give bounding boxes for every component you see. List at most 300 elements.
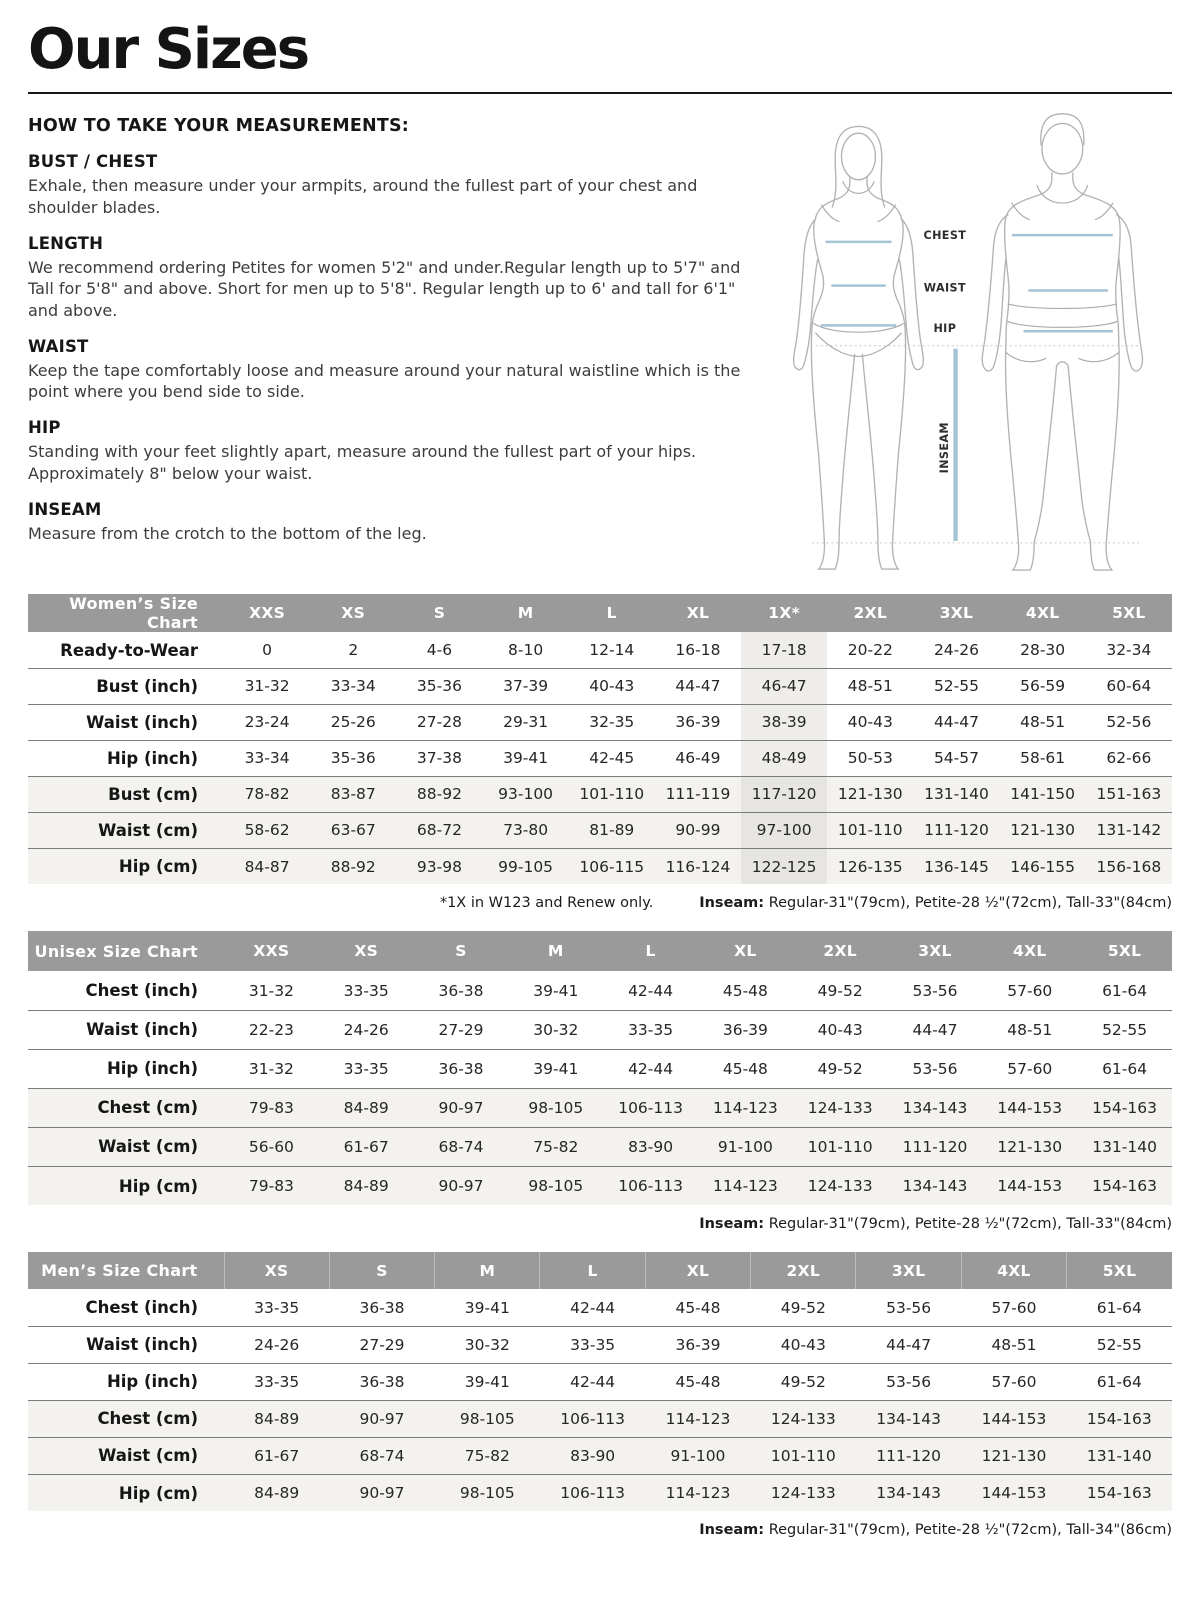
value-cell: 91-100 (717, 1137, 773, 1156)
section-body-hip: Standing with your feet slightly apart, measure around the fullest part of your hips. Approximately 8" below your waist. (28, 442, 697, 483)
value-cell: 12-14 (589, 641, 635, 660)
value-cell: 0 (262, 641, 273, 660)
value-cell: 27-29 (359, 1335, 405, 1354)
value-cell: 81-89 (589, 821, 635, 840)
value-cell: 88-92 (330, 857, 376, 876)
value-cell: 40-43 (817, 1020, 863, 1039)
table-row-waist-inch (28, 1010, 1172, 1049)
unisex-size-table (28, 931, 1172, 1205)
value-cell: 101-110 (579, 785, 645, 804)
column-header-xs: XS (319, 931, 414, 971)
inseam-note (699, 1216, 1172, 1232)
value-cell: 45-48 (722, 1059, 768, 1078)
table-row-waist-cm (28, 812, 1172, 848)
value-cell: 33-35 (343, 981, 389, 1000)
value-cell: 106-115 (579, 857, 645, 876)
column-header-l: L (540, 1252, 645, 1289)
table-row-chest-inch (28, 971, 1172, 1010)
value-cell: 49-52 (780, 1372, 826, 1391)
value-cell: 39-41 (533, 981, 579, 1000)
value-cell: 52-55 (1102, 1020, 1148, 1039)
column-header-s: S (414, 931, 509, 971)
value-cell: 39-41 (464, 1372, 510, 1391)
value-cell: 42-44 (570, 1298, 616, 1317)
value-cell: 39-41 (464, 1298, 510, 1317)
row-label: Hip (cm) (118, 1483, 198, 1503)
men-table-title: Men’s Size Chart (28, 1252, 224, 1289)
value-cell: 106-113 (618, 1177, 683, 1196)
value-cell: 28-30 (1020, 641, 1066, 660)
value-cell: 131-140 (1086, 1446, 1152, 1465)
value-cell: 93-98 (416, 857, 462, 876)
row-label: Chest (inch) (85, 981, 198, 1001)
value-cell: 154-163 (1092, 1098, 1157, 1117)
value-cell: 8-10 (508, 641, 544, 660)
value-cell: 84-89 (343, 1098, 389, 1117)
value-cell: 39-41 (533, 1059, 579, 1078)
value-cell: 61-64 (1096, 1298, 1142, 1317)
value-cell: 83-90 (570, 1446, 616, 1465)
column-header-5xl: 5XL (1077, 931, 1172, 971)
value-cell: 111-120 (924, 821, 989, 840)
value-cell: 37-38 (416, 749, 462, 768)
value-cell: 57-60 (991, 1298, 1037, 1317)
value-cell: 88-92 (416, 785, 462, 804)
table-row-waist-inch (28, 1326, 1172, 1363)
value-cell: 62-66 (1106, 749, 1152, 768)
value-cell: 124-133 (807, 1177, 873, 1196)
row-label: Hip (cm) (118, 857, 198, 877)
table-row-chest-cm (28, 1400, 1172, 1437)
column-header-xl: XL (655, 594, 741, 632)
value-cell: 44-47 (886, 1335, 932, 1354)
column-header-s: S (396, 594, 482, 632)
footnote-1x: *1X in W123 and Renew only. (439, 895, 654, 912)
column-header-xs: XS (310, 594, 396, 632)
value-cell: 53-56 (886, 1298, 932, 1317)
unisex-table-title: Unisex Size Chart (28, 931, 224, 971)
value-cell: 58-61 (1020, 749, 1066, 768)
body-measurement-diagram (770, 106, 1152, 572)
value-cell: 97-100 (741, 812, 827, 848)
value-cell: 114-123 (665, 1409, 731, 1428)
value-cell: 36-38 (359, 1372, 405, 1391)
value-cell: 42-44 (628, 1059, 674, 1078)
row-label: Waist (cm) (98, 820, 198, 840)
value-cell: 24-26 (343, 1020, 389, 1039)
value-cell: 54-57 (933, 749, 979, 768)
men-size-table (28, 1252, 1172, 1511)
value-cell: 90-99 (675, 821, 721, 840)
value-cell: 36-39 (675, 713, 721, 732)
value-cell: 106-113 (618, 1098, 683, 1117)
value-cell: 31-32 (244, 677, 290, 696)
size-charts (28, 594, 1172, 1538)
value-cell: 78-82 (244, 785, 290, 804)
value-cell: 84-89 (343, 1177, 389, 1196)
value-cell: 36-38 (359, 1298, 405, 1317)
value-cell: 117-120 (741, 776, 827, 812)
value-cell: 68-74 (438, 1137, 484, 1156)
value-cell: 134-143 (902, 1177, 968, 1196)
value-cell: 33-35 (254, 1372, 300, 1391)
value-cell: 39-41 (503, 749, 549, 768)
value-cell: 114-123 (665, 1484, 731, 1503)
value-cell: 98-105 (528, 1098, 584, 1117)
value-cell: 61-67 (343, 1137, 389, 1156)
value-cell: 33-34 (330, 677, 376, 696)
size-guide-page (0, 17, 1200, 1539)
row-label: Hip (inch) (106, 748, 198, 768)
section-title-length: LENGTH (28, 234, 104, 253)
table-row-hip-inch (28, 1049, 1172, 1088)
value-cell: 52-55 (1096, 1335, 1142, 1354)
value-cell: 40-43 (780, 1335, 826, 1354)
value-cell: 121-130 (997, 1137, 1063, 1156)
value-cell: 2 (348, 641, 359, 660)
row-label: Hip (inch) (106, 1059, 198, 1079)
women-size-table (28, 594, 1172, 884)
table-row-hip-inch (28, 740, 1172, 776)
row-label: Chest (cm) (97, 1409, 198, 1429)
column-header-m: M (435, 1252, 540, 1289)
women-table-footnotes (28, 895, 1172, 911)
column-header-3xl: 3XL (913, 594, 999, 632)
value-cell: 48-49 (741, 740, 827, 776)
value-cell: 124-133 (770, 1409, 836, 1428)
row-label: Ready-to-Wear (60, 640, 198, 660)
header-row (28, 931, 1172, 971)
row-label: Bust (inch) (96, 676, 198, 696)
value-cell: 68-74 (359, 1446, 405, 1465)
value-cell: 40-43 (847, 713, 893, 732)
inseam-note (699, 1522, 1172, 1538)
value-cell: 84-89 (254, 1409, 300, 1428)
man-figure (982, 114, 1142, 570)
value-cell: 49-52 (780, 1298, 826, 1317)
value-cell: 154-163 (1086, 1409, 1152, 1428)
value-cell: 131-142 (1096, 821, 1162, 840)
women-size-chart-block (28, 594, 1172, 911)
value-cell: 53-56 (886, 1372, 932, 1391)
row-label: Waist (cm) (98, 1446, 198, 1466)
value-cell: 90-97 (438, 1098, 484, 1117)
men-size-chart-block (28, 1252, 1172, 1538)
body-diagram-svg (770, 106, 1145, 572)
value-cell: 144-153 (981, 1484, 1047, 1503)
women-table-title: Women’s Size Chart (28, 594, 224, 632)
value-cell: 44-47 (912, 1020, 958, 1039)
value-cell: 90-97 (438, 1177, 484, 1196)
value-cell: 49-52 (817, 1059, 863, 1078)
value-cell: 121-130 (837, 785, 903, 804)
inseam-note-label: Inseam: (699, 1522, 765, 1539)
column-header-l: L (603, 931, 698, 971)
value-cell: 144-153 (997, 1098, 1063, 1117)
value-cell: 44-47 (675, 677, 721, 696)
value-cell: 141-150 (1010, 785, 1076, 804)
value-cell: 98-105 (459, 1484, 515, 1503)
value-cell: 48-51 (847, 677, 893, 696)
value-cell: 111-120 (902, 1137, 968, 1156)
value-cell: 61-64 (1096, 1372, 1142, 1391)
value-cell: 17-18 (741, 632, 827, 668)
column-header-l: L (569, 594, 655, 632)
value-cell: 45-48 (722, 981, 768, 1000)
value-cell: 52-55 (933, 677, 979, 696)
column-header-xl: XL (645, 1252, 750, 1289)
row-label: Waist (cm) (98, 1137, 198, 1157)
value-cell: 124-133 (770, 1484, 836, 1503)
value-cell: 134-143 (902, 1098, 968, 1117)
value-cell: 116-124 (665, 857, 731, 876)
value-cell: 35-36 (416, 677, 462, 696)
value-cell: 48-51 (991, 1335, 1037, 1354)
value-cell: 126-135 (837, 857, 903, 876)
value-cell: 32-35 (589, 713, 635, 732)
value-cell: 24-26 (933, 641, 979, 660)
value-cell: 37-39 (503, 677, 549, 696)
table-row-chest-inch (28, 1289, 1172, 1326)
value-cell: 36-38 (438, 981, 484, 1000)
value-cell: 42-45 (589, 749, 635, 768)
value-cell: 60-64 (1106, 677, 1152, 696)
value-cell: 75-82 (533, 1137, 579, 1156)
value-cell: 84-89 (254, 1484, 300, 1503)
value-cell: 38-39 (741, 704, 827, 740)
value-cell: 61-64 (1102, 1059, 1148, 1078)
header-row (28, 594, 1172, 632)
value-cell: 134-143 (876, 1409, 942, 1428)
value-cell: 114-123 (713, 1177, 778, 1196)
woman-figure (794, 127, 924, 570)
column-header-5xl: 5XL (1086, 594, 1172, 632)
value-cell: 79-83 (248, 1177, 294, 1196)
value-cell: 31-32 (248, 1059, 294, 1078)
inseam-note (699, 895, 1172, 911)
measurement-lines (821, 236, 1113, 542)
inseam-note-text: Regular-31"(79cm), Petite-28 ½"(72cm), Tall-34"(86cm) (764, 1522, 1172, 1539)
value-cell: 31-32 (248, 981, 294, 1000)
column-header-m: M (483, 594, 569, 632)
value-cell: 91-100 (670, 1446, 726, 1465)
value-cell: 49-52 (817, 981, 863, 1000)
value-cell: 90-97 (359, 1484, 405, 1503)
column-header-xxs: XXS (224, 594, 310, 632)
column-header-3xl: 3XL (856, 1252, 961, 1289)
value-cell: 83-87 (330, 785, 376, 804)
chest-label: CHEST (923, 229, 967, 243)
value-cell: 144-153 (981, 1409, 1047, 1428)
value-cell: 32-34 (1106, 641, 1152, 660)
row-label: Hip (inch) (106, 1372, 198, 1392)
section-title-bust-chest: BUST / CHEST (28, 152, 158, 172)
table-row-chest-cm (28, 1088, 1172, 1127)
value-cell: 144-153 (997, 1177, 1063, 1196)
section-title-waist: WAIST (28, 336, 89, 356)
row-label: Waist (inch) (86, 712, 198, 732)
value-cell: 57-60 (1007, 1059, 1053, 1078)
table-row-waist-inch (28, 704, 1172, 740)
value-cell: 56-59 (1020, 677, 1066, 696)
value-cell: 124-133 (807, 1098, 873, 1117)
value-cell: 53-56 (912, 1059, 958, 1078)
table-row-hip-cm (28, 848, 1172, 884)
value-cell: 154-163 (1092, 1177, 1157, 1196)
value-cell: 56-60 (248, 1137, 294, 1156)
value-cell: 154-163 (1086, 1484, 1152, 1503)
instructions-heading: HOW TO TAKE YOUR MEASUREMENTS: (28, 116, 409, 137)
value-cell: 106-113 (560, 1409, 626, 1428)
value-cell: 45-48 (675, 1372, 721, 1391)
column-header-1x: 1X* (741, 594, 827, 632)
table-row-hip-inch (28, 1363, 1172, 1400)
value-cell: 22-23 (248, 1020, 294, 1039)
value-cell: 24-26 (254, 1335, 300, 1354)
column-header-xs: XS (224, 1252, 329, 1289)
value-cell: 42-44 (570, 1372, 616, 1391)
value-cell: 35-36 (330, 749, 376, 768)
column-header-xxs: XXS (224, 931, 319, 971)
value-cell: 58-62 (244, 821, 290, 840)
section-body-bust-chest: Exhale, then measure under your armpits, around the fullest part of your chest and shoulder blades. (28, 176, 698, 217)
value-cell: 90-97 (359, 1409, 405, 1428)
table-row-waist-cm (28, 1437, 1172, 1474)
table-row-waist-cm (28, 1127, 1172, 1166)
inseam-note-text: Regular-31"(79cm), Petite-28 ½"(72cm), Tall-33"(84cm) (764, 1216, 1172, 1233)
value-cell: 84-87 (244, 857, 290, 876)
instruction-sections (28, 152, 760, 544)
inseam-label: INSEAM (937, 422, 951, 474)
value-cell: 40-43 (589, 677, 635, 696)
value-cell: 73-80 (503, 821, 549, 840)
value-cell: 83-90 (628, 1137, 674, 1156)
row-label: Bust (cm) (108, 784, 198, 804)
value-cell: 23-24 (244, 713, 290, 732)
value-cell: 48-51 (1020, 713, 1066, 732)
row-label: Chest (cm) (97, 1098, 198, 1118)
row-label: Waist (inch) (86, 1020, 198, 1040)
title-divider (28, 92, 1172, 94)
value-cell: 101-110 (770, 1446, 836, 1465)
value-cell: 57-60 (1007, 981, 1053, 1000)
section-body-waist: Keep the tape comfortably loose and measure around your natural waistline which is the point where you bend side to side. (28, 360, 741, 402)
value-cell: 61-64 (1102, 981, 1148, 1000)
value-cell: 111-119 (665, 785, 731, 804)
value-cell: 75-82 (464, 1446, 510, 1465)
measurement-instructions (28, 116, 770, 544)
table-row-hip-cm (28, 1166, 1172, 1205)
column-header-4xl: 4XL (982, 931, 1077, 971)
value-cell: 4-6 (426, 641, 453, 660)
value-cell: 131-140 (924, 785, 989, 804)
page-title: Our Sizes (28, 17, 309, 82)
column-header-xl: XL (698, 931, 793, 971)
value-cell: 16-18 (675, 641, 721, 660)
value-cell: 33-34 (244, 749, 290, 768)
value-cell: 33-35 (570, 1335, 616, 1354)
value-cell: 53-56 (912, 981, 958, 1000)
value-cell: 46-49 (675, 749, 721, 768)
value-cell: 20-22 (847, 641, 893, 660)
value-cell: 121-130 (981, 1446, 1047, 1465)
value-cell: 93-100 (498, 785, 554, 804)
men-table-footnotes (28, 1522, 1172, 1538)
value-cell: 101-110 (837, 821, 903, 840)
value-cell: 121-130 (1010, 821, 1076, 840)
value-cell: 36-39 (675, 1335, 721, 1354)
value-cell: 46-47 (741, 668, 827, 704)
value-cell: 30-32 (464, 1335, 510, 1354)
column-header-m: M (508, 931, 603, 971)
value-cell: 101-110 (807, 1137, 873, 1156)
value-cell: 131-140 (1092, 1137, 1157, 1156)
value-cell: 57-60 (991, 1372, 1037, 1391)
value-cell: 98-105 (459, 1409, 515, 1428)
value-cell: 48-51 (1007, 1020, 1053, 1039)
value-cell: 61-67 (254, 1446, 300, 1465)
waist-label: WAIST (923, 281, 966, 295)
column-header-2xl: 2XL (793, 931, 888, 971)
value-cell: 114-123 (713, 1098, 778, 1117)
value-cell: 33-35 (628, 1020, 674, 1039)
value-cell: 45-48 (675, 1298, 721, 1317)
value-cell: 134-143 (876, 1484, 942, 1503)
value-cell: 29-31 (503, 713, 549, 732)
value-cell: 50-53 (847, 749, 893, 768)
value-cell: 151-163 (1096, 785, 1162, 804)
section-body-inseam: Measure from the crotch to the bottom of the leg. (28, 523, 427, 543)
value-cell: 36-38 (438, 1059, 484, 1078)
section-body-length: We recommend ordering Petites for women 5'2" and under.Regular length up to 5'7" and Tall for 5'8" and above. Short for men up to 5'8". Regular length up to 6' and tall for 6'1" and above. (28, 258, 741, 320)
value-cell: 106-113 (560, 1484, 626, 1503)
value-cell: 136-145 (924, 857, 989, 876)
value-cell: 156-168 (1096, 857, 1162, 876)
table-row-bust-inch (28, 668, 1172, 704)
inseam-note-label: Inseam: (699, 1216, 765, 1233)
column-header-5xl: 5XL (1067, 1252, 1172, 1289)
value-cell: 33-35 (254, 1298, 300, 1317)
value-cell: 99-105 (498, 857, 554, 876)
column-header-s: S (329, 1252, 434, 1289)
value-cell: 68-72 (416, 821, 462, 840)
header-row (28, 1252, 1172, 1289)
value-cell: 146-155 (1010, 857, 1076, 876)
hip-label: HIP (933, 322, 957, 336)
value-cell: 33-35 (343, 1059, 389, 1078)
table-row-bust-cm (28, 776, 1172, 812)
value-cell: 111-120 (876, 1446, 942, 1465)
value-cell: 52-56 (1106, 713, 1152, 732)
section-title-inseam: INSEAM (28, 499, 102, 519)
column-header-2xl: 2XL (751, 1252, 856, 1289)
inseam-note-label: Inseam: (699, 895, 765, 912)
column-header-3xl: 3XL (888, 931, 983, 971)
column-header-2xl: 2XL (827, 594, 913, 632)
value-cell: 30-32 (533, 1020, 579, 1039)
value-cell: 36-39 (722, 1020, 768, 1039)
column-header-4xl: 4XL (1000, 594, 1086, 632)
value-cell: 79-83 (248, 1098, 294, 1117)
row-label: Hip (cm) (118, 1176, 198, 1196)
column-header-4xl: 4XL (961, 1252, 1066, 1289)
table-row-hip-cm (28, 1474, 1172, 1511)
row-label: Waist (inch) (86, 1335, 198, 1355)
section-title-hip: HIP (28, 418, 61, 438)
unisex-size-chart-block (28, 931, 1172, 1232)
value-cell: 98-105 (528, 1177, 584, 1196)
unisex-table-footnotes (28, 1216, 1172, 1232)
